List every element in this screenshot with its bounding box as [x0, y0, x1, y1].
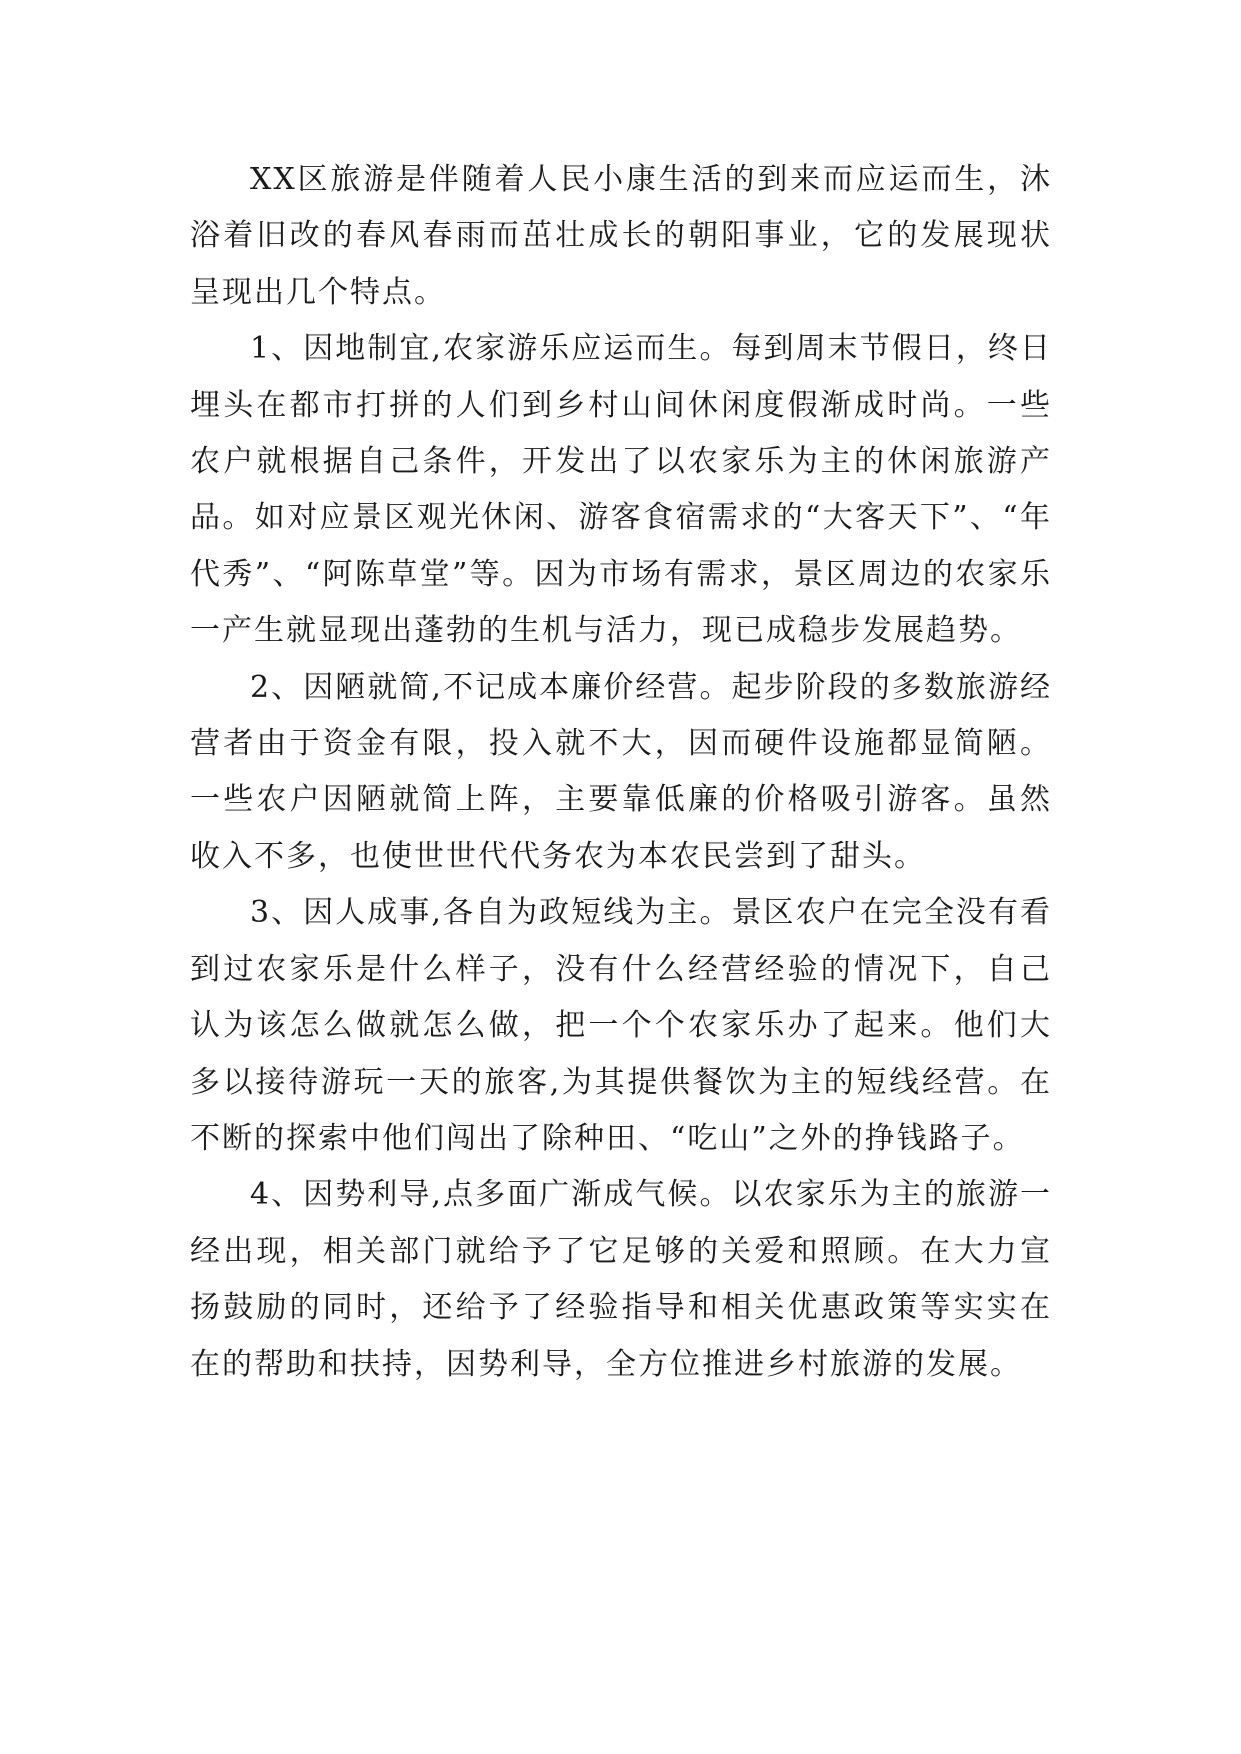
point-1-paragraph: 1、因地制宜,农家游乐应运而生。每到周末节假日，终日埋头在都市打拼的人们到乡村山间休闲度假渐成时尚。一些农户就根据自己条件，开发出了以农家乐为主的休闲旅游产品。如对应景区观光休闲、游客食宿需求的“大客天下”、“年代秀”、“阿陈草堂”等。因为市场有需求，景区周边的农家乐一产生就显现出蓬勃的生机与活力，现已成稳步发展趋势。: [190, 331, 1052, 649]
point-3-paragraph: 3、因人成事,各自为政短线为主。景区农户在完全没有看到过农家乐是什么样子，没有什么经营经验的情况下，自己认为该怎么做就怎么做，把一个个农家乐办了起来。他们大多以接待游玩一天的旅客,为其提供餐饮为主的短线经营。在不断的探索中他们闯出了除种田、“吃山”之外的挣钱路子。: [190, 895, 1052, 1156]
intro-paragraph: XX区旅游是伴随着人民小康生活的到来而应运而生，沐浴着旧改的春风春雨而茁壮成长的朝阳事业，它的发展现状呈现出几个特点。: [190, 162, 1052, 310]
point-2-paragraph: 2、因陋就简,不记成本廉价经营。起步阶段的多数旅游经营者由于资金有限，投入就不大，因而硬件设施都显简陋。一些农户因陋就简上阵，主要靠低廉的价格吸引游客。虽然收入不多，也使世世代代务农为本农民尝到了甜头。: [190, 669, 1052, 874]
document-body: [190, 152, 1052, 1393]
point-4-paragraph: 4、因势利导,点多面广渐成气候。以农家乐为主的旅游一经出现，相关部门就给予了它足够的关爱和照顾。在大力宣扬鼓励的同时，还给予了经验指导和相关优惠政策等实实在在的帮助和扶持，因势利导，全方位推进乡村旅游的发展。: [190, 1177, 1052, 1382]
